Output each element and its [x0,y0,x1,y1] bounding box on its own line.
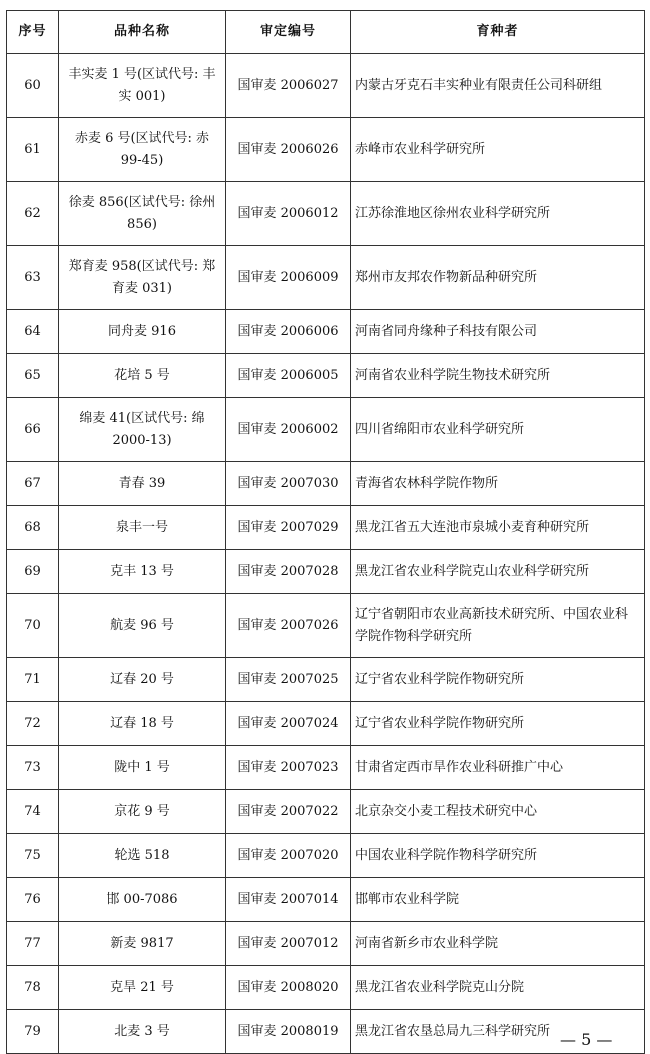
cell-breeder: 河南省同舟缘种子科技有限公司 [351,310,645,354]
cell-variety-name: 花培 5 号 [59,354,226,398]
cell-variety-name: 邯 00-7086 [59,878,226,922]
cell-breeder: 河南省农业科学院生物技术研究所 [351,354,645,398]
table-row [7,658,645,702]
cell-num: 76 [7,878,59,922]
cell-variety-name: 郑育麦 958(区试代号: 郑育麦 031) [59,246,226,310]
table-row [7,310,645,354]
table-row [7,966,645,1010]
header-row [7,11,645,54]
cell-approval-code: 国审麦 2006002 [226,398,351,462]
cell-approval-code: 国审麦 2007023 [226,746,351,790]
cell-num: 73 [7,746,59,790]
cell-variety-name: 北麦 3 号 [59,1010,226,1054]
cell-approval-code: 国审麦 2007025 [226,658,351,702]
cell-variety-name: 绵麦 41(区试代号: 绵 2000-13) [59,398,226,462]
cell-approval-code: 国审麦 2006006 [226,310,351,354]
table-row [7,118,645,182]
cell-approval-code: 国审麦 2007020 [226,834,351,878]
cell-variety-name: 京花 9 号 [59,790,226,834]
cell-breeder: 黑龙江省五大连池市泉城小麦育种研究所 [351,506,645,550]
cell-breeder: 辽宁省朝阳市农业高新技术研究所、中国农业科学院作物科学研究所 [351,594,645,658]
cell-approval-code: 国审麦 2006012 [226,182,351,246]
header-code: 审定编号 [226,11,351,54]
cell-breeder: 内蒙古牙克石丰实种业有限责任公司科研组 [351,54,645,118]
cell-num: 67 [7,462,59,506]
cell-breeder: 黑龙江省农垦总局九三科学研究所 [351,1010,645,1054]
cell-num: 77 [7,922,59,966]
cell-breeder: 甘肃省定西市旱作农业科研推广中心 [351,746,645,790]
cell-variety-name: 徐麦 856(区试代号: 徐州 856) [59,182,226,246]
table-row [7,398,645,462]
cell-num: 79 [7,1010,59,1054]
cell-breeder: 青海省农林科学院作物所 [351,462,645,506]
cell-variety-name: 辽春 20 号 [59,658,226,702]
cell-num: 64 [7,310,59,354]
cell-num: 62 [7,182,59,246]
cell-approval-code: 国审麦 2007022 [226,790,351,834]
cell-approval-code: 国审麦 2006009 [226,246,351,310]
table-row [7,246,645,310]
table-row [7,746,645,790]
cell-breeder: 赤峰市农业科学研究所 [351,118,645,182]
table-row [7,182,645,246]
cell-approval-code: 国审麦 2006026 [226,118,351,182]
cell-variety-name: 克丰 13 号 [59,550,226,594]
cell-variety-name: 陇中 1 号 [59,746,226,790]
cell-breeder: 中国农业科学院作物科学研究所 [351,834,645,878]
cell-num: 65 [7,354,59,398]
table-row [7,702,645,746]
cell-breeder: 邯郸市农业科学院 [351,878,645,922]
cell-variety-name: 赤麦 6 号(区试代号: 赤 99-45) [59,118,226,182]
cell-variety-name: 轮选 518 [59,834,226,878]
table-row [7,594,645,658]
table-row [7,506,645,550]
table-row [7,550,645,594]
cell-approval-code: 国审麦 2006005 [226,354,351,398]
cell-variety-name: 同舟麦 916 [59,310,226,354]
cell-num: 63 [7,246,59,310]
cell-approval-code: 国审麦 2008020 [226,966,351,1010]
cell-breeder: 黑龙江省农业科学院克山农业科学研究所 [351,550,645,594]
table-row [7,922,645,966]
cell-approval-code: 国审麦 2007012 [226,922,351,966]
cell-variety-name: 辽春 18 号 [59,702,226,746]
cell-breeder: 四川省绵阳市农业科学研究所 [351,398,645,462]
cell-num: 60 [7,54,59,118]
header-num: 序号 [7,11,59,54]
header-breeder: 育种者 [351,11,645,54]
cell-breeder: 辽宁省农业科学院作物研究所 [351,658,645,702]
cell-approval-code: 国审麦 2007024 [226,702,351,746]
table-row [7,834,645,878]
cell-variety-name: 航麦 96 号 [59,594,226,658]
header-name: 品种名称 [59,11,226,54]
cell-breeder: 郑州市友邦农作物新品种研究所 [351,246,645,310]
cell-approval-code: 国审麦 2007030 [226,462,351,506]
table-row [7,462,645,506]
cell-variety-name: 新麦 9817 [59,922,226,966]
table-row [7,790,645,834]
cell-num: 74 [7,790,59,834]
cell-approval-code: 国审麦 2006027 [226,54,351,118]
cell-approval-code: 国审麦 2007026 [226,594,351,658]
cell-variety-name: 青春 39 [59,462,226,506]
cell-num: 71 [7,658,59,702]
cell-breeder: 河南省新乡市农业科学院 [351,922,645,966]
cell-approval-code: 国审麦 2007029 [226,506,351,550]
table-row [7,54,645,118]
cell-num: 69 [7,550,59,594]
cell-num: 78 [7,966,59,1010]
page-number: — 5 — [560,1030,613,1049]
table-row [7,354,645,398]
cell-num: 66 [7,398,59,462]
cell-breeder: 江苏徐淮地区徐州农业科学研究所 [351,182,645,246]
cell-approval-code: 国审麦 2007014 [226,878,351,922]
cell-breeder: 北京杂交小麦工程技术研究中心 [351,790,645,834]
cell-num: 75 [7,834,59,878]
cell-variety-name: 克旱 21 号 [59,966,226,1010]
cell-approval-code: 国审麦 2008019 [226,1010,351,1054]
table-row [7,878,645,922]
cell-breeder: 黑龙江省农业科学院克山分院 [351,966,645,1010]
cell-approval-code: 国审麦 2007028 [226,550,351,594]
table-header [7,11,645,54]
cell-num: 68 [7,506,59,550]
cell-num: 70 [7,594,59,658]
varieties-table [6,10,645,1054]
table-row [7,1010,645,1054]
cell-breeder: 辽宁省农业科学院作物研究所 [351,702,645,746]
cell-num: 61 [7,118,59,182]
cell-variety-name: 丰实麦 1 号(区试代号: 丰实 001) [59,54,226,118]
cell-num: 72 [7,702,59,746]
table-body [7,54,645,1054]
cell-variety-name: 泉丰一号 [59,506,226,550]
